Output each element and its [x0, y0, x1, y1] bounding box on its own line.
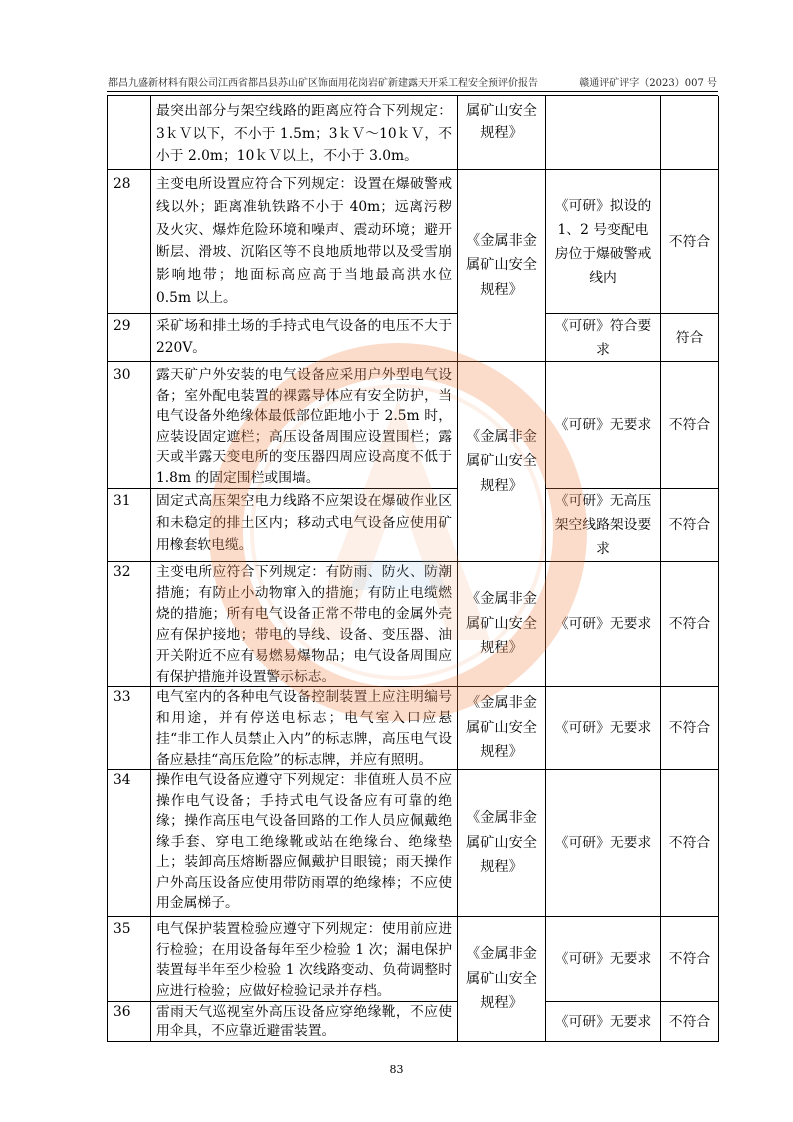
row-cont-result	[661, 96, 719, 170]
row-32-number: 32	[108, 562, 151, 687]
row-32-requirement: 主变电所应符合下列规定：有防雨、防火、防潮措施；有防止小动物窜入的措施；有防止电缆燃烧的措施；所有电气设备正常不带电的金属外壳应有保护接地；带电的导线、设备、变压器、油开关附近不应有易燃易爆物品；电气设备周围应有保护措施并设置警示标志。	[151, 562, 458, 687]
safety-checklist-table	[107, 95, 718, 1042]
row-31-number: 31	[108, 489, 151, 562]
row-36-result-text: 不符合	[668, 1013, 711, 1030]
row-30-status	[546, 362, 661, 489]
row-30-result-text: 不符合	[668, 417, 711, 433]
row-34-requirement: 操作电气设备应遵守下列规定：非值班人员不应操作电气设备；手持式电气设备应有可靠的绝缘；操作高压电气设备回路的工作人员应佩戴绝缘手套、穿电工绝缘靴或站在绝缘台、绝缘垫上；装卸高压熔断器应佩戴护目眼镜；雨天操作户外高压设备应使用带防雨罩的绝缘棒；不应使用金属梯子。	[151, 770, 458, 917]
report-title-header: 都昌九盛新材料有限公司江西省都昌县苏山矿区饰面用花岗岩矿新建露天开采工程安全预评价报告	[108, 78, 538, 89]
row-34-result-text: 不符合	[668, 835, 711, 851]
row-31-status	[546, 489, 661, 562]
row-34-basis	[458, 770, 546, 917]
row-32-status-text: 《可研》无要求	[554, 616, 652, 632]
row-32-result-text: 不符合	[668, 616, 711, 632]
row-36-result	[661, 1002, 719, 1042]
row-cont-number	[108, 96, 151, 170]
row-34-result	[661, 770, 719, 917]
row-29-status	[546, 314, 661, 362]
row-30-result	[661, 362, 719, 489]
row-32-status	[546, 562, 661, 687]
row-33-status	[546, 687, 661, 770]
row-35-status-text: 《可研》无要求	[554, 951, 652, 967]
row-29-result	[661, 314, 719, 362]
row-31-result	[661, 489, 719, 562]
row-35-36-basis	[458, 917, 546, 1042]
row-32-basis	[458, 562, 546, 687]
row-36-status	[546, 1002, 661, 1042]
row-cont-basis	[458, 96, 546, 170]
row-30-number: 30	[108, 362, 151, 489]
header-divider	[107, 91, 718, 92]
row-35-36-basis-text: 《金属非金属矿山安全规程》	[466, 946, 537, 1012]
row-31-status-text: 《可研》无高压架空线路架设要求	[554, 493, 652, 557]
row-28-result-text: 不符合	[668, 233, 711, 250]
row-29-status-text: 《可研》符合要求	[554, 317, 652, 358]
row-28-result	[661, 170, 719, 314]
row-33-basis	[458, 687, 546, 770]
row-33-requirement: 电气室内的各种电气设备控制装置上应注明编号和用途，并有停送电标志；电气室入口应悬挂“非工作人员禁止入内”的标志牌，高压电气设备应悬挂“高压危险”的标志牌，并应有照明。	[151, 687, 458, 770]
row-33-result-text: 不符合	[668, 720, 711, 736]
row-33-basis-text: 《金属非金属矿山安全规程》	[466, 695, 537, 761]
row-cont-status	[546, 96, 661, 170]
row-28-29-basis	[458, 170, 546, 362]
report-number-header: 赣通评矿评字（2023）007 号	[579, 78, 717, 89]
row-cont-basis-text: 属矿山安全规程》	[466, 103, 537, 141]
row-35-requirement: 电气保护装置检验应遵守下列规定：使用前应进行检验；在用设备每年至少检验 1 次；漏电保护装置每半年至少检验 1 次线路变动、负荷调整时应进行检验；应做好检验记录并存档。	[151, 917, 458, 1002]
row-28-number: 28	[108, 170, 151, 314]
row-28-29-basis-text: 《金属非金属矿山安全规程》	[466, 232, 537, 298]
row-35-status	[546, 917, 661, 1002]
row-34-status-text: 《可研》无要求	[554, 835, 652, 851]
row-cont-requirement: 最突出部分与架空线路的距离应符合下列规定：3ｋＶ以下，不小于 1.5m；3ｋＶ～10ｋＶ，不小于 2.0m；10ｋＶ以上，不小于 3.0m。	[151, 96, 458, 170]
row-29-requirement: 采矿场和排土场的手持式电气设备的电压不大于 220V。	[151, 314, 458, 362]
row-28-requirement: 主变电所设置应符合下列规定：设置在爆破警戒线以外；距离准轨铁路不小于 40m；远离污秽及火灾、爆炸危险环境和噪声、震动环境；避开断层、滑坡、沉陷区等不良地质地带以及受雪崩影响地带；地面标高应高于当地最高洪水位 0.5m 以上。	[151, 170, 458, 314]
row-34-status	[546, 770, 661, 917]
row-30-31-basis	[458, 362, 546, 562]
row-30-31-basis-text: 《金属非金属矿山安全规程》	[466, 428, 537, 494]
row-30-requirement: 露天矿户外安装的电气设备应采用户外型电气设备；室外配电装置的裸露导体应有安全防护，当电气设备外绝缘体最低部位距地小于 2.5m 时，应装设固定遮栏；高压设备周围应设置围栏；露天或半露天变电所的变压器四周应设高度不低于 1.8m 的固定围栏或围墙。	[151, 362, 458, 489]
row-32-result	[661, 562, 719, 687]
row-36-status-text: 《可研》无要求	[554, 1013, 652, 1030]
row-28-status-text: 《可研》拟设的 1、2 号变配电房位于爆破警戒线内	[554, 197, 652, 286]
row-29-number: 29	[108, 314, 151, 362]
row-30-status-text: 《可研》无要求	[554, 417, 652, 433]
row-28-status	[546, 170, 661, 314]
row-33-status-text: 《可研》无要求	[554, 720, 652, 736]
row-35-result-text: 不符合	[668, 951, 711, 967]
row-33-number: 33	[108, 687, 151, 770]
row-34-number: 34	[108, 770, 151, 917]
row-35-number: 35	[108, 917, 151, 1002]
row-36-requirement: 雷雨天气巡视室外高压设备应穿绝缘靴，不应使用伞具，不应靠近避雷装置。	[151, 1002, 458, 1042]
row-33-result	[661, 687, 719, 770]
row-35-result	[661, 917, 719, 1002]
row-31-requirement: 固定式高压架空电力线路不应架设在爆破作业区和未稳定的排土区内；移动式电气设备应使用矿用橡套软电缆。	[151, 489, 458, 562]
row-36-number: 36	[108, 1002, 151, 1042]
row-29-result-text: 符合	[675, 329, 704, 346]
row-34-basis-text: 《金属非金属矿山安全规程》	[466, 810, 537, 876]
page-number: 83	[389, 1063, 404, 1076]
row-32-basis-text: 《金属非金属矿山安全规程》	[466, 591, 537, 657]
row-31-result-text: 不符合	[668, 517, 711, 533]
